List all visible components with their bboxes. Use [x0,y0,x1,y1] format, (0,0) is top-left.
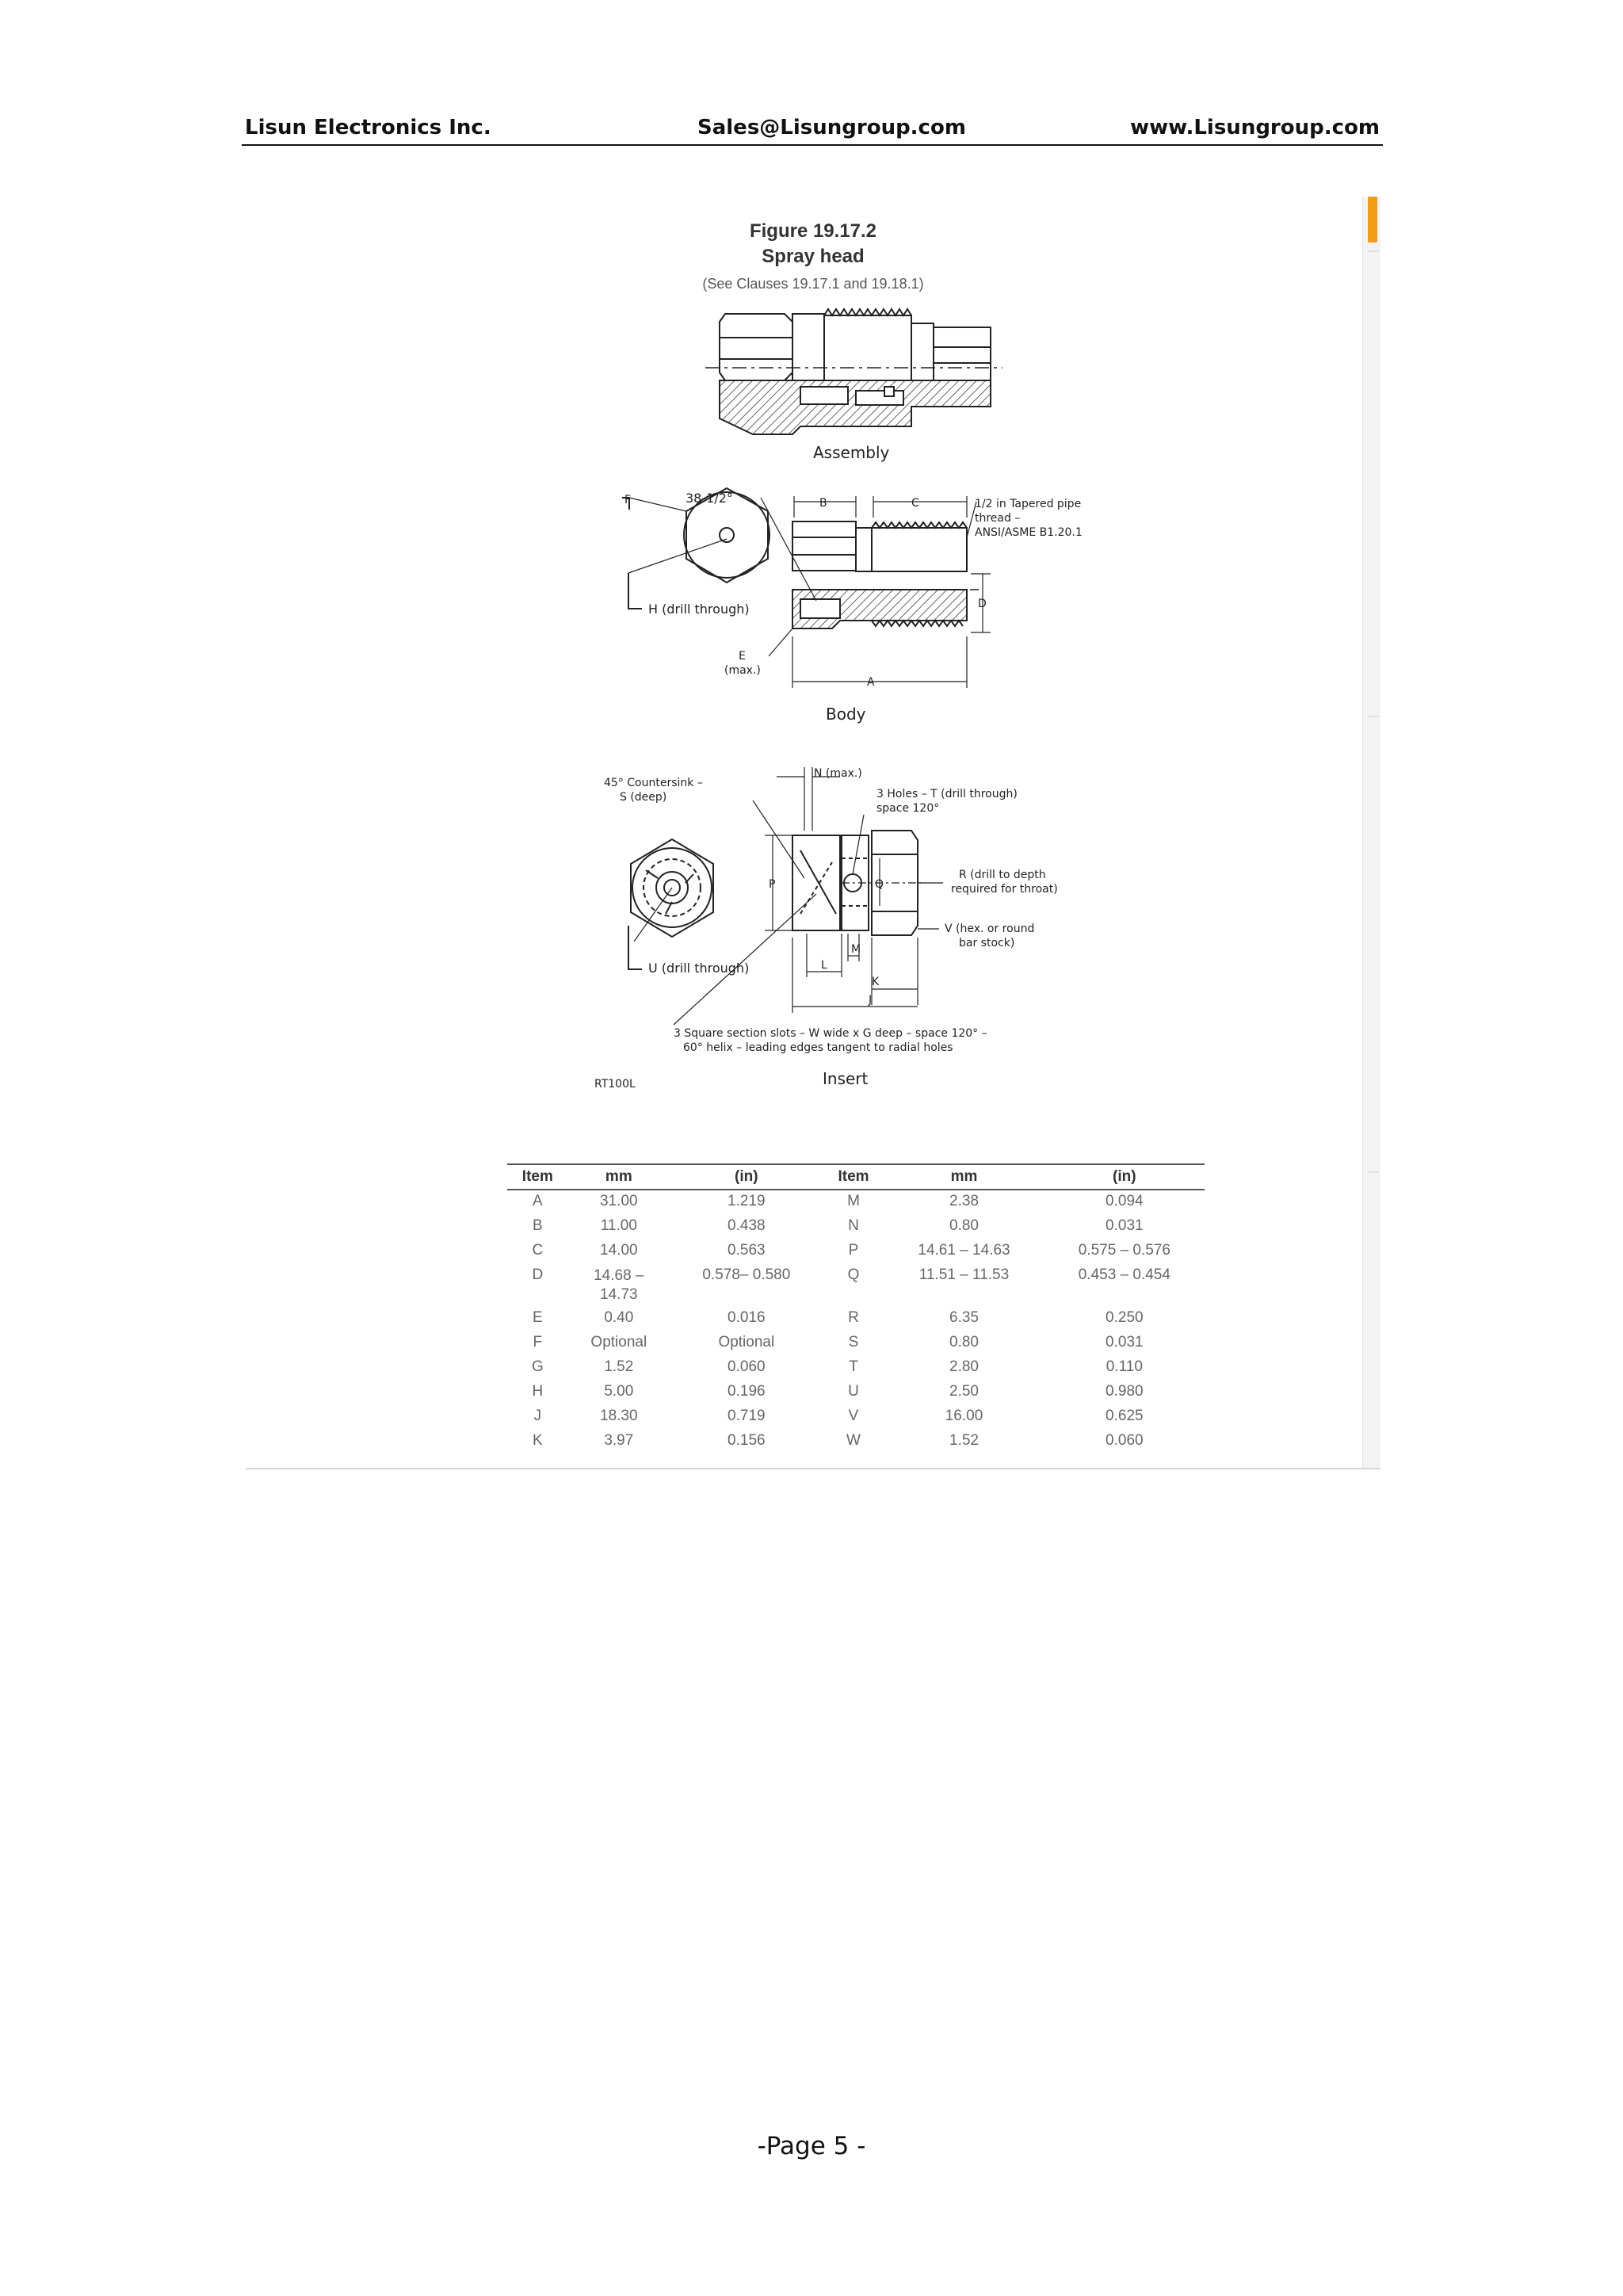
table-row [507,1307,1205,1331]
table-cell: W [846,1432,861,1449]
table-cell: V [848,1408,859,1424]
table-cell: 0.060 [727,1358,766,1375]
table-cell: 2.80 [949,1358,979,1375]
body-side-view [761,496,991,688]
label-E-max: (max.) [724,664,761,677]
page-header [242,111,1383,146]
figure-bottom-divider [246,1468,1381,1469]
label-R-2: required for throat) [951,883,1058,896]
table-cell: R [848,1309,859,1326]
table-cell: P [848,1242,859,1259]
label-countersink-1: 45° Countersink – [604,777,703,789]
table-cell: J [533,1408,542,1424]
table-row [507,1215,1205,1240]
assembly-caption: Assembly [813,443,890,462]
table-cell: 0.80 [949,1334,979,1350]
label-B: B [819,497,827,510]
table-row [507,1331,1205,1356]
table-cell: 0.250 [1106,1309,1144,1326]
table-cell: 3.97 [604,1432,634,1449]
table-cell: 0.563 [727,1242,766,1259]
label-P: P [769,878,776,891]
label-K: K [872,976,880,988]
label-thread-1: 1/2 in Tapered pipe [975,498,1082,510]
table-cell: D [532,1266,544,1283]
table-cell: 0.575 – 0.576 [1078,1242,1170,1259]
table-cell: 2.50 [949,1383,979,1400]
label-slots-2: 60° helix – leading edges tangent to radial holes [683,1041,953,1054]
table-header-row [507,1164,1205,1190]
label-J: J [869,994,873,1007]
table-row [507,1356,1205,1381]
vertical-scrollbar[interactable] [1362,197,1381,1469]
table-cell: 14.68 – 14.73 [594,1267,644,1303]
email-link[interactable]: Sales@Lisungroup.com [697,116,966,139]
table-cell: 6.35 [949,1309,979,1326]
table-cell: F [533,1334,543,1350]
table-cell: M [847,1193,860,1209]
column-header: mm [884,1164,1044,1190]
table-cell: 1.52 [949,1432,979,1449]
scrollbar-thumb[interactable] [1368,197,1377,243]
label-R-1: R (drill to depth [959,869,1046,881]
table-cell: E [532,1309,543,1326]
scrollbar-divider [1368,716,1379,717]
table-cell: 1.52 [604,1358,634,1375]
label-U: U (drill through) [648,961,750,976]
table-cell: T [849,1358,858,1375]
figure-number: Figure 19.17.2 [749,220,877,242]
label-N: N (max.) [814,767,862,780]
table-cell: 0.625 [1106,1408,1144,1424]
column-header: Item [507,1164,568,1190]
label-thread-2: thread – [975,512,1021,525]
table-cell: 16.00 [945,1408,983,1424]
label-holes-1: 3 Holes – T (drill through) [876,788,1018,800]
table-row [507,1190,1205,1215]
table-cell: 0.110 [1106,1358,1143,1375]
page-number: -Page 5 - [757,2132,866,2160]
dimensions-table [507,1163,1205,1454]
table-cell: 0.578– 0.580 [702,1266,791,1283]
table-cell: 11.00 [600,1217,637,1234]
table-cell: Optional [718,1334,775,1350]
column-header: (in) [1044,1164,1205,1190]
label-thread-3: ANSI/ASME B1.20.1 [975,526,1083,539]
table-cell: 0.438 [727,1217,766,1234]
table-cell: Optional [590,1334,647,1350]
label-A: A [867,676,875,689]
table-cell: 14.61 – 14.63 [918,1242,1010,1259]
table-cell: 0.031 [1106,1334,1144,1350]
table-cell: B [532,1217,543,1234]
table-cell: 0.094 [1106,1193,1144,1209]
scrollbar-divider [1368,1171,1379,1173]
label-M: M [851,943,861,956]
table-cell: 1.219 [727,1193,766,1209]
website-link[interactable]: www.Lisungroup.com [1130,116,1380,139]
table-cell: 5.00 [604,1383,634,1400]
label-angle: 38-1/2° [685,491,733,506]
table-cell: 0.719 [727,1408,766,1424]
label-C: C [911,497,919,510]
table-cell: 2.38 [949,1193,979,1209]
label-slots-1: 3 Square section slots – W wide x G deep – space 120° – [674,1027,987,1040]
scanned-figure [246,197,1381,1469]
table-row [507,1381,1205,1405]
column-header: (in) [670,1164,823,1190]
table-cell: U [848,1383,859,1400]
table-cell: 0.016 [727,1309,766,1326]
table-cell: 11.51 – 11.53 [918,1266,1010,1283]
label-D: D [978,598,987,610]
table-cell: Q [847,1266,860,1283]
figure-title: Spray head [762,246,865,267]
table-cell: H [532,1383,544,1400]
table-cell: S [848,1334,859,1350]
label-holes-2: space 120° [876,802,940,815]
label-H: H (drill through) [648,602,750,617]
company-name: Lisun Electronics Inc. [245,116,491,139]
table-cell: G [531,1358,544,1375]
table-cell: 0.980 [1106,1383,1144,1400]
drawing-code: RT100L [594,1078,636,1091]
body-hex-view [622,488,769,609]
table-cell: 31.00 [600,1193,638,1209]
insert-caption: Insert [823,1069,869,1088]
table-row [507,1264,1205,1307]
insert-hex-view [628,839,713,969]
label-Q: Q [875,878,884,891]
table-cell: 0.156 [727,1432,766,1449]
label-F: F [624,494,632,506]
table-cell: 0.196 [727,1383,766,1400]
table-cell: 0.031 [1106,1217,1144,1234]
table-cell: 0.80 [949,1217,979,1234]
table-cell: A [532,1193,543,1209]
label-L: L [821,959,827,972]
table-cell: 0.060 [1106,1432,1144,1449]
table-row [507,1240,1205,1264]
label-V-1: V (hex. or round [945,923,1035,935]
body-caption: Body [826,705,866,724]
table-cell: C [532,1242,544,1259]
figure-subtitle: (See Clauses 19.17.1 and 19.18.1) [702,276,924,292]
table-cell: N [848,1217,859,1234]
label-E: E [739,650,746,663]
scrollbar-divider [1368,250,1379,252]
column-header: mm [568,1164,670,1190]
table-row [507,1405,1205,1430]
table-cell: 0.453 – 0.454 [1078,1266,1170,1283]
table-cell: 14.00 [600,1242,638,1259]
table-cell: K [532,1432,543,1449]
column-header: Item [823,1164,884,1190]
label-countersink-2: S (deep) [620,791,667,804]
label-V-2: bar stock) [959,937,1015,949]
table-row [507,1430,1205,1454]
assembly-view [705,309,1002,434]
table-cell: 0.40 [604,1309,634,1326]
table-cell: 18.30 [600,1408,638,1424]
